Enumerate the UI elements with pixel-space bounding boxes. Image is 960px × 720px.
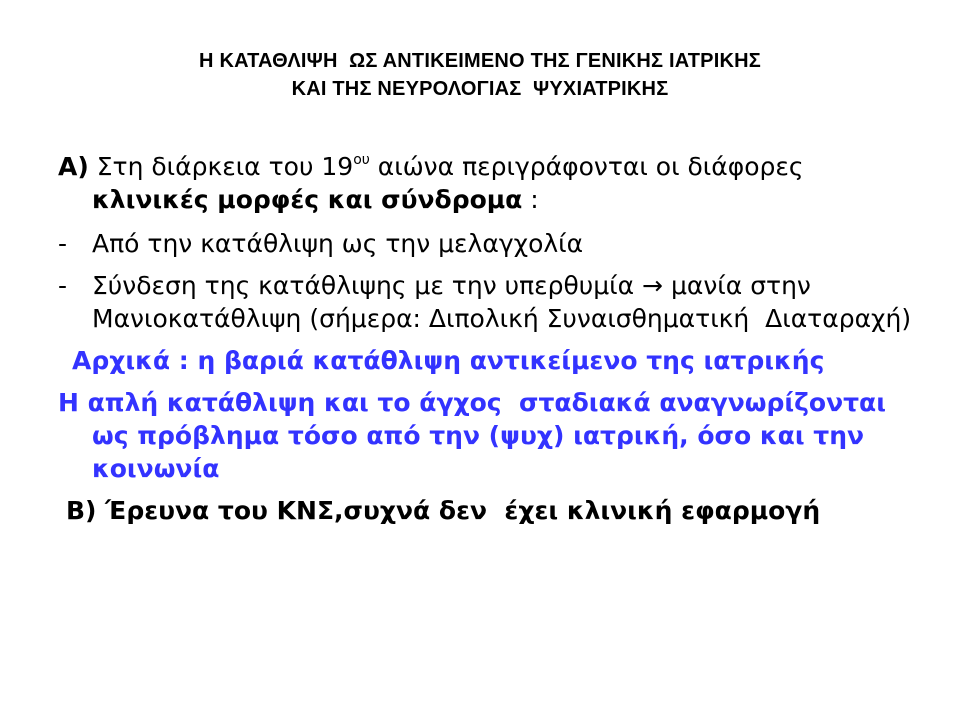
bullet-dash: - <box>58 229 68 258</box>
bullet-item-2 <box>58 269 918 335</box>
paragraph-b: Β) Έρευνα του ΚΝΣ,συχνά δεν έχει κλινική εφαρμογή <box>66 496 821 525</box>
bullet-dash: - <box>58 271 68 300</box>
blue-paragraph-2: Η απλή κατάθλιψη και το άγχος σταδιακά αναγνωρίζονται ως πρόβλημα τόσο από την (ψυχ) ιατρική, όσο και την κοινωνία <box>58 388 895 483</box>
paragraph-a-text-1: Στη διάρκεια του 19 <box>88 152 354 181</box>
paragraph-a-superscript: ου <box>353 152 370 168</box>
title-line-1: Η ΚΑΤΑΘΛΙΨΗ ΩΣ ΑΝΤΙΚΕΙΜΕΝΟ ΤΗΣ ΓΕΝΙΚΗΣ ΙΑΤΡΙΚΗΣ <box>199 50 761 72</box>
slide-body <box>58 150 918 536</box>
paragraph-a-text-2: αιώνα περιγράφονται οι διάφορες <box>369 152 812 181</box>
slide-title <box>0 47 960 103</box>
paragraph-a-bold: κλινικές μορφές και σύνδρομα <box>92 185 523 214</box>
paragraph-a-label: Α) <box>58 152 89 181</box>
bullet-item-2-text: Σύνδεση της κατάθλιψης με την υπερθυμία → μανία στην Μανιοκατάθλιψη (σήμερα: Διπολική Συναισθηματική Διαταραχή) <box>92 271 912 333</box>
bullet-item-1-text: Από την κατάθλιψη ως την μελαγχολία <box>92 229 584 258</box>
title-line-2: ΚΑΙ ΤΗΣ ΝΕΥΡΟΛΟΓΙΑΣ ΨΥΧΙΑΤΡΙΚΗΣ <box>291 78 669 100</box>
blue-paragraph-1: Αρχικά : η βαριά κατάθλιψη αντικείμενο της ιατρικής <box>72 346 825 375</box>
paragraph-a-text-3: : <box>522 185 539 214</box>
paragraph-a <box>58 150 918 216</box>
bullet-item-1 <box>58 227 918 260</box>
